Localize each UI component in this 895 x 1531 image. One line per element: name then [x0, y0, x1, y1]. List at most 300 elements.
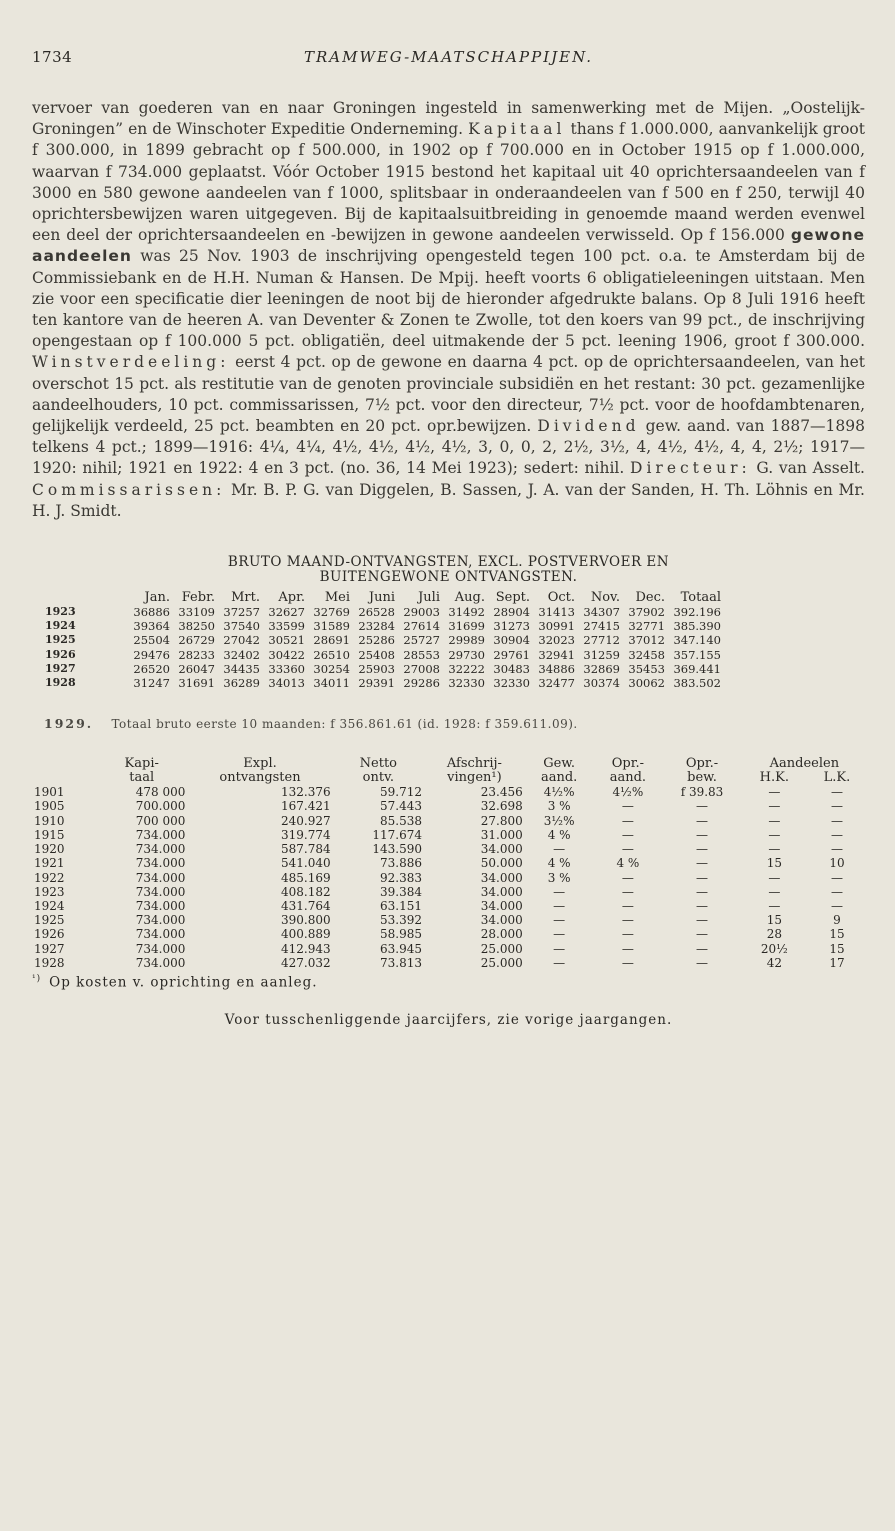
table-cell: 117.674 — [372, 827, 423, 842]
table-cell: 28 — [766, 927, 782, 942]
table-cell: 32402 — [223, 647, 260, 662]
table-cell: 4 % — [547, 827, 571, 842]
table-cell: 32941 — [538, 647, 575, 662]
table-cell: 63.151 — [380, 898, 423, 913]
table-cell: 15 — [829, 941, 845, 956]
table-cell: — — [695, 856, 708, 871]
header-cell: Expl. — [243, 756, 277, 772]
year-1929-line — [44, 716, 865, 731]
table-cell: 734.000 — [135, 884, 186, 899]
header-cell: bew. — [687, 770, 717, 786]
table-cell: 143.590 — [372, 842, 423, 857]
table-cell: 587.784 — [281, 842, 331, 857]
table-cell: — — [621, 827, 634, 842]
row-year: 1923 — [34, 884, 65, 899]
year-1929-text: Totaal bruto eerste 10 maanden: f 356.861.61 (id. 1928: f 359.611.09). — [111, 717, 578, 732]
table-cell: — — [768, 870, 781, 885]
header-cell: vingen¹) — [447, 770, 502, 786]
table-row — [42, 633, 724, 647]
header-cell: Aandeelen — [769, 756, 840, 772]
row-year: 1927 — [45, 661, 76, 675]
table-cell: 73.813 — [380, 955, 423, 970]
table-cell: — — [695, 813, 708, 828]
table-cell: — — [695, 927, 708, 942]
table-cell: — — [621, 955, 634, 970]
table-row — [32, 956, 867, 970]
body-paragraph — [32, 98, 865, 522]
table-cell: 734.000 — [135, 898, 186, 913]
table-cell: 28553 — [403, 647, 440, 662]
dividend-label: Dividend — [537, 417, 640, 436]
table-cell: 29286 — [403, 676, 440, 691]
table-cell: 32869 — [583, 661, 620, 676]
row-year: 1921 — [34, 856, 65, 871]
table-cell: — — [768, 785, 781, 800]
table-cell: 27415 — [583, 619, 620, 634]
winstverdeeling-label: Winstverdeeling: — [32, 353, 230, 372]
row-year: 1915 — [34, 827, 65, 842]
header-cell: ontvangsten — [219, 770, 301, 786]
table-cell: — — [830, 898, 843, 913]
table-cell: 31691 — [178, 676, 215, 691]
kapitaal-label: Kapitaal — [468, 120, 566, 139]
table-cell: 28691 — [313, 633, 350, 648]
directeur-label: Directeur: — [630, 459, 751, 478]
table-cell: 29989 — [448, 633, 485, 648]
table-cell: 27614 — [403, 619, 440, 634]
table-cell: 167.421 — [281, 799, 331, 814]
table-cell: 32222 — [448, 661, 485, 676]
table-cell: 700.000 — [135, 799, 186, 814]
table-cell: 30991 — [538, 619, 575, 634]
header-cell: Jan. — [144, 590, 170, 606]
table-cell: — — [695, 955, 708, 970]
table-cell: 31.000 — [480, 827, 523, 842]
table-cell: 4 % — [547, 856, 571, 871]
monthly-receipts-title-line2: BUITENGEWONE ONTVANGSTEN. — [319, 569, 578, 586]
header-cell: Mrt. — [231, 590, 260, 606]
header-cell: Dec. — [635, 590, 665, 606]
gewone-aandeelen-label: gewone aandeelen — [32, 226, 865, 266]
table-cell: — — [695, 884, 708, 899]
text-intro: vervoer van goederen van en naar Groningen ingesteld in samenwerking met de Mijen. „Oostelijk-Groningen” en de Winschoter Expeditie Onderneming. — [32, 99, 865, 139]
table-cell: 32771 — [628, 619, 665, 634]
table-cell: — — [768, 884, 781, 899]
header-cell: Nov. — [590, 590, 620, 606]
table-cell: 32330 — [448, 676, 485, 691]
table-cell: 29391 — [358, 676, 395, 691]
table-cell: 383.502 — [673, 676, 721, 691]
table-cell: 37902 — [628, 605, 665, 620]
table-cell: 408.182 — [281, 884, 331, 899]
table-cell: 734.000 — [135, 827, 186, 842]
table-cell: 26047 — [178, 661, 215, 676]
table-cell: 34.000 — [480, 884, 523, 899]
table-cell: — — [695, 913, 708, 928]
table-cell: 3½% — [543, 813, 575, 828]
row-year: 1926 — [45, 647, 76, 661]
table-cell: 347.140 — [673, 633, 721, 648]
header-cell: Juni — [368, 590, 395, 606]
table-row — [42, 619, 724, 633]
table-cell: 3 % — [547, 799, 571, 814]
table-cell: — — [621, 799, 634, 814]
table-cell: 30062 — [628, 676, 665, 691]
table-cell: 85.538 — [380, 813, 423, 828]
page-number: 1734 — [32, 48, 73, 66]
table-cell: — — [621, 927, 634, 942]
table-cell: 412.943 — [281, 941, 331, 956]
table-cell: 92.383 — [380, 870, 423, 885]
footnote-mark: ¹) — [32, 973, 42, 984]
table-cell: 4½% — [543, 785, 575, 800]
table-row — [42, 662, 724, 676]
table-cell: 27.800 — [480, 813, 523, 828]
table-cell: — — [695, 827, 708, 842]
table-cell: 27042 — [223, 633, 260, 648]
table-cell: 390.800 — [281, 913, 331, 928]
table-row — [32, 942, 867, 956]
table-row — [32, 899, 867, 913]
table-cell: 34.000 — [480, 898, 523, 913]
header-cell: H.K. — [759, 770, 789, 786]
table-cell: — — [830, 884, 843, 899]
table-cell: — — [830, 842, 843, 857]
header-cell: Apr. — [278, 590, 305, 606]
table-cell: 34.000 — [480, 870, 523, 885]
table-cell: 25727 — [403, 633, 440, 648]
table-cell: 734.000 — [135, 955, 186, 970]
monthly-receipts-table — [42, 591, 724, 690]
monthly-receipts-header-row — [42, 591, 724, 605]
table-cell: 3 % — [547, 870, 571, 885]
table-cell: 478 000 — [135, 785, 186, 800]
table-cell: 15 — [829, 927, 845, 942]
table-cell: — — [621, 941, 634, 956]
text-winstverdeeling: eerst 4 pct. op de gewone en daarna 4 pct. op de oprichtersaandeelen, van het overschot 15 pct. als restitutie van de genoten provinciale subsidiën en het restant: 30 pct. gezamenlijke aandeelhouders, 10 pct. commissarissen, 7½ pct. voor den directeur, 7½ pct. voor de hoofdambtenaren, gelijkelijk verdeeld, 25 pct. beambten en 20 pct. opr.bewijzen. — [32, 353, 865, 436]
table-row — [32, 927, 867, 941]
table-cell: 25.000 — [480, 955, 523, 970]
table-cell: — — [553, 884, 566, 899]
table-cell: 34011 — [313, 676, 350, 691]
table-cell: 31273 — [493, 619, 530, 634]
table-cell: 26510 — [313, 647, 350, 662]
table-cell: — — [768, 898, 781, 913]
table-cell: 36289 — [223, 676, 260, 691]
row-year: 1924 — [34, 898, 65, 913]
row-year: 1925 — [34, 913, 65, 928]
table-cell: 33599 — [268, 619, 305, 634]
table-row — [42, 676, 724, 690]
row-year: 1928 — [34, 955, 65, 970]
table-cell: 700 000 — [135, 813, 186, 828]
row-year: 1910 — [34, 813, 65, 828]
table-cell: 734.000 — [135, 856, 186, 871]
table-cell: 30483 — [493, 661, 530, 676]
table-cell: 33360 — [268, 661, 305, 676]
table-cell: — — [830, 799, 843, 814]
table-cell: 37012 — [628, 633, 665, 648]
table-cell: f 39.83 — [680, 785, 724, 800]
table-cell: 30374 — [583, 676, 620, 691]
table-row — [32, 842, 867, 856]
row-year: 1923 — [45, 605, 76, 619]
table-cell: 9 — [833, 913, 841, 928]
table-cell: — — [695, 799, 708, 814]
footnote-text: Op kosten v. oprichting en aanleg. — [49, 974, 318, 991]
table-cell: 734.000 — [135, 927, 186, 942]
table-cell: — — [621, 913, 634, 928]
text-commissarissen: Mr. B. P. G. van Diggelen, B. Sassen, J. A. van der Sanden, H. Th. Löhnis en Mr. H. J. Smidt. — [32, 480, 865, 520]
header-cell: L.K. — [823, 770, 851, 786]
table-cell: 32.698 — [480, 799, 523, 814]
table-cell: 31259 — [583, 647, 620, 662]
table-cell: — — [830, 785, 843, 800]
table-cell: 427.032 — [281, 955, 331, 970]
table-cell: 34013 — [268, 676, 305, 691]
table-cell: 34307 — [583, 605, 620, 620]
header-cell: Gew. — [543, 756, 576, 772]
table-cell: 27712 — [583, 633, 620, 648]
table-cell: 28233 — [178, 647, 215, 662]
header-cell: Opr.- — [611, 756, 645, 772]
table-cell: 36886 — [133, 605, 170, 620]
running-title: TRAMWEG-MAATSCHAPPIJEN. — [303, 48, 594, 66]
monthly-receipts-body — [42, 605, 724, 690]
table-cell: — — [621, 884, 634, 899]
footnote — [32, 974, 865, 991]
table-cell: — — [553, 941, 566, 956]
table-cell: 31413 — [538, 605, 575, 620]
table-cell: 38250 — [178, 619, 215, 634]
table-cell: — — [621, 813, 634, 828]
table-cell: 31247 — [133, 676, 170, 691]
table-cell: 240.927 — [281, 813, 331, 828]
header-cell — [42, 591, 128, 605]
table-cell: 42 — [766, 955, 782, 970]
row-year: 1905 — [34, 799, 65, 814]
table-cell: 34.000 — [480, 842, 523, 857]
table-cell: 17 — [829, 955, 845, 970]
table-cell: 29761 — [493, 647, 530, 662]
table-row — [32, 828, 867, 842]
table-cell: 541.040 — [281, 856, 331, 871]
table-cell: 400.889 — [281, 927, 331, 942]
table-cell: 485.169 — [281, 870, 331, 885]
table-cell: 25504 — [133, 633, 170, 648]
header-cell: Oct. — [547, 590, 575, 606]
table-cell: 25903 — [358, 661, 395, 676]
header-cell: aand. — [540, 770, 578, 786]
table-cell: — — [553, 898, 566, 913]
header-cell: Kapi- — [124, 756, 159, 772]
table-cell: 50.000 — [480, 856, 523, 871]
header-cell: Aug. — [454, 590, 485, 606]
table-cell: 37540 — [223, 619, 260, 634]
table-cell: 734.000 — [135, 870, 186, 885]
annual-header-row-top — [32, 757, 867, 771]
table-cell: 28904 — [493, 605, 530, 620]
row-year: 1901 — [34, 785, 65, 800]
table-cell: — — [695, 941, 708, 956]
table-cell: — — [695, 870, 708, 885]
table-cell: — — [830, 870, 843, 885]
table-cell: — — [695, 842, 708, 857]
table-cell: 23284 — [358, 619, 395, 634]
header-cell: Opr.- — [685, 756, 719, 772]
table-cell: — — [553, 842, 566, 857]
table-cell: 58.985 — [380, 927, 423, 942]
table-cell: — — [553, 927, 566, 942]
table-cell: 25408 — [358, 647, 395, 662]
table-cell: 15 — [766, 913, 782, 928]
header-cell: Totaal — [680, 590, 721, 606]
table-cell: 63.945 — [380, 941, 423, 956]
year-1929-label: 1929. — [44, 716, 94, 732]
table-cell: 26520 — [133, 661, 170, 676]
bottom-note: Voor tusschenliggende jaarcijfers, zie vorige jaargangen. — [224, 1012, 673, 1029]
table-cell: — — [553, 955, 566, 970]
table-cell: — — [830, 827, 843, 842]
text-directeur: G. van Asselt. — [756, 459, 865, 478]
table-cell: — — [553, 913, 566, 928]
table-cell: 31589 — [313, 619, 350, 634]
table-cell: 31699 — [448, 619, 485, 634]
monthly-receipts-title — [32, 555, 865, 585]
table-cell: 59.712 — [380, 785, 423, 800]
row-year: 1928 — [45, 676, 76, 690]
table-cell: 30254 — [313, 661, 350, 676]
table-cell: 34.000 — [480, 913, 523, 928]
table-cell: 29730 — [448, 647, 485, 662]
table-cell: 39.384 — [380, 884, 423, 899]
annual-header-row-bottom — [32, 771, 867, 785]
table-row — [32, 814, 867, 828]
commissarissen-label: Commissarissen: — [32, 480, 226, 499]
row-year: 1927 — [34, 941, 65, 956]
table-cell: — — [830, 813, 843, 828]
table-cell: 25.000 — [480, 941, 523, 956]
table-row — [32, 871, 867, 885]
table-row — [32, 799, 867, 813]
header-cell — [32, 771, 96, 785]
text-inschrijving: was 25 Nov. 1903 de inschrijving opengesteld tegen 100 pct. o.a. te Amsterdam bij de Commissiebank en de H.H. Numan & Hansen. De Mpij. heeft voorts 6 obligatieleeningen uitstaan. Men zie voor een specificatie dier leeningen de noot bij de hieronder afgedrukte balans. Op 8 Juli 1916 heeft ten kantore van de heeren A. van Deventer & Zonen te Zwolle, tot den koers van 99 pct., de inschrijving opengestaan op f 100.000 5 pct. obligatiën, deel uitmakende der 5 pct. leening 1906, groot f 300.000. — [32, 247, 865, 351]
table-row — [42, 605, 724, 619]
table-cell: 31492 — [448, 605, 485, 620]
table-cell: 23.456 — [480, 785, 523, 800]
header-cell: Sept. — [495, 590, 530, 606]
table-cell: 57.443 — [380, 799, 423, 814]
table-cell: 29476 — [133, 647, 170, 662]
table-cell: 73.886 — [380, 856, 423, 871]
table-cell: 32330 — [493, 676, 530, 691]
row-year: 1922 — [34, 870, 65, 885]
header-cell: Netto — [359, 756, 397, 772]
table-cell: 4 % — [616, 856, 640, 871]
table-cell: — — [621, 898, 634, 913]
table-cell: 10 — [829, 856, 845, 871]
table-cell: 734.000 — [135, 842, 186, 857]
table-cell: 29003 — [403, 605, 440, 620]
table-cell: 39364 — [133, 619, 170, 634]
page-header — [32, 48, 865, 88]
table-cell: — — [768, 799, 781, 814]
text-dividend: gew. aand. van 1887—1898 telkens 4 pct.; 1899—1916: 4¼, 4¼, 4½, 4½, 4½, 4½, 3, 0, 0, 2, 2½, 3½, 4, 4½, 4½, 4, 4, 2½; 1917—1920: nihil; 1921 en 1922: 4 en 3 pct. (no. 36, 14 Mei 1923); sedert: nihil. — [32, 417, 865, 478]
table-cell: — — [695, 898, 708, 913]
table-cell: 28.000 — [480, 927, 523, 942]
table-row — [42, 648, 724, 662]
table-cell: 27008 — [403, 661, 440, 676]
table-cell: 30904 — [493, 633, 530, 648]
header-cell: ontv. — [362, 770, 394, 786]
table-cell: 25286 — [358, 633, 395, 648]
table-cell: 385.390 — [673, 619, 721, 634]
table-cell: 30521 — [268, 633, 305, 648]
row-year: 1924 — [45, 619, 76, 633]
table-cell: 33109 — [178, 605, 215, 620]
table-cell: 53.392 — [380, 913, 423, 928]
table-row — [32, 785, 867, 799]
table-cell: 32769 — [313, 605, 350, 620]
table-cell: 132.376 — [281, 785, 331, 800]
header-cell — [32, 757, 96, 771]
header-cell: Juli — [418, 590, 440, 606]
table-cell: 734.000 — [135, 913, 186, 928]
text-kapitaal: thans f 1.000.000, aanvankelijk groot f 300.000, in 1899 gebracht op f 500.000, in 1902 op f 700.000 en in October 1915 op f 1.000.000, waarvan f 734.000 geplaatst. Vóór October 1915 bestond het kapitaal uit 40 oprichtersaandeelen van f 3000 en 580 gewone aandeelen van f 1000, splitsbaar in onderaandeelen van f 500 en f 250, terwijl 40 oprichtersbewijzen waren uitgegeven. Bij de kapitaalsuitbreiding in genoemde maand werden evenwel een deel der oprichtersaandeelen en -bewijzen in gewone aandeelen verwisseld. Op f 156.000 — [32, 120, 865, 245]
table-cell: 357.155 — [673, 647, 721, 662]
table-cell: 26729 — [178, 633, 215, 648]
table-cell: 4½% — [612, 785, 644, 800]
table-cell: 35453 — [628, 661, 665, 676]
table-row — [32, 885, 867, 899]
table-row — [32, 856, 867, 870]
table-cell: — — [621, 870, 634, 885]
header-cell: aand. — [609, 770, 647, 786]
header-cell: Febr. — [181, 590, 215, 606]
table-cell: 431.764 — [281, 898, 331, 913]
table-cell: 32458 — [628, 647, 665, 662]
table-cell: 32023 — [538, 633, 575, 648]
table-cell: 32477 — [538, 676, 575, 691]
table-cell: 32627 — [268, 605, 305, 620]
table-cell: 15 — [766, 856, 782, 871]
header-cell: taal — [129, 770, 155, 786]
table-cell: 734.000 — [135, 941, 186, 956]
annual-figures-table — [32, 757, 867, 970]
monthly-receipts-title-line1: BRUTO MAAND-ONTVANGSTEN, EXCL. POSTVERVOER EN — [227, 554, 670, 571]
table-cell: — — [768, 827, 781, 842]
row-year: 1926 — [34, 927, 65, 942]
table-cell: 319.774 — [281, 827, 331, 842]
table-cell: 34435 — [223, 661, 260, 676]
table-cell: 34886 — [538, 661, 575, 676]
annual-figures-body — [32, 785, 867, 970]
table-cell: 26528 — [358, 605, 395, 620]
row-year: 1920 — [34, 842, 65, 857]
table-cell: 30422 — [268, 647, 305, 662]
header-cell: Afschrij- — [446, 756, 502, 772]
header-cell: Mei — [324, 590, 350, 606]
row-year: 1925 — [45, 633, 76, 647]
table-row — [32, 913, 867, 927]
table-cell: — — [621, 842, 634, 857]
table-cell: 392.196 — [673, 605, 721, 620]
table-cell: — — [768, 813, 781, 828]
table-cell: 37257 — [223, 605, 260, 620]
table-cell: 369.441 — [673, 661, 721, 676]
table-cell: 20½ — [760, 941, 788, 956]
table-cell: — — [768, 842, 781, 857]
